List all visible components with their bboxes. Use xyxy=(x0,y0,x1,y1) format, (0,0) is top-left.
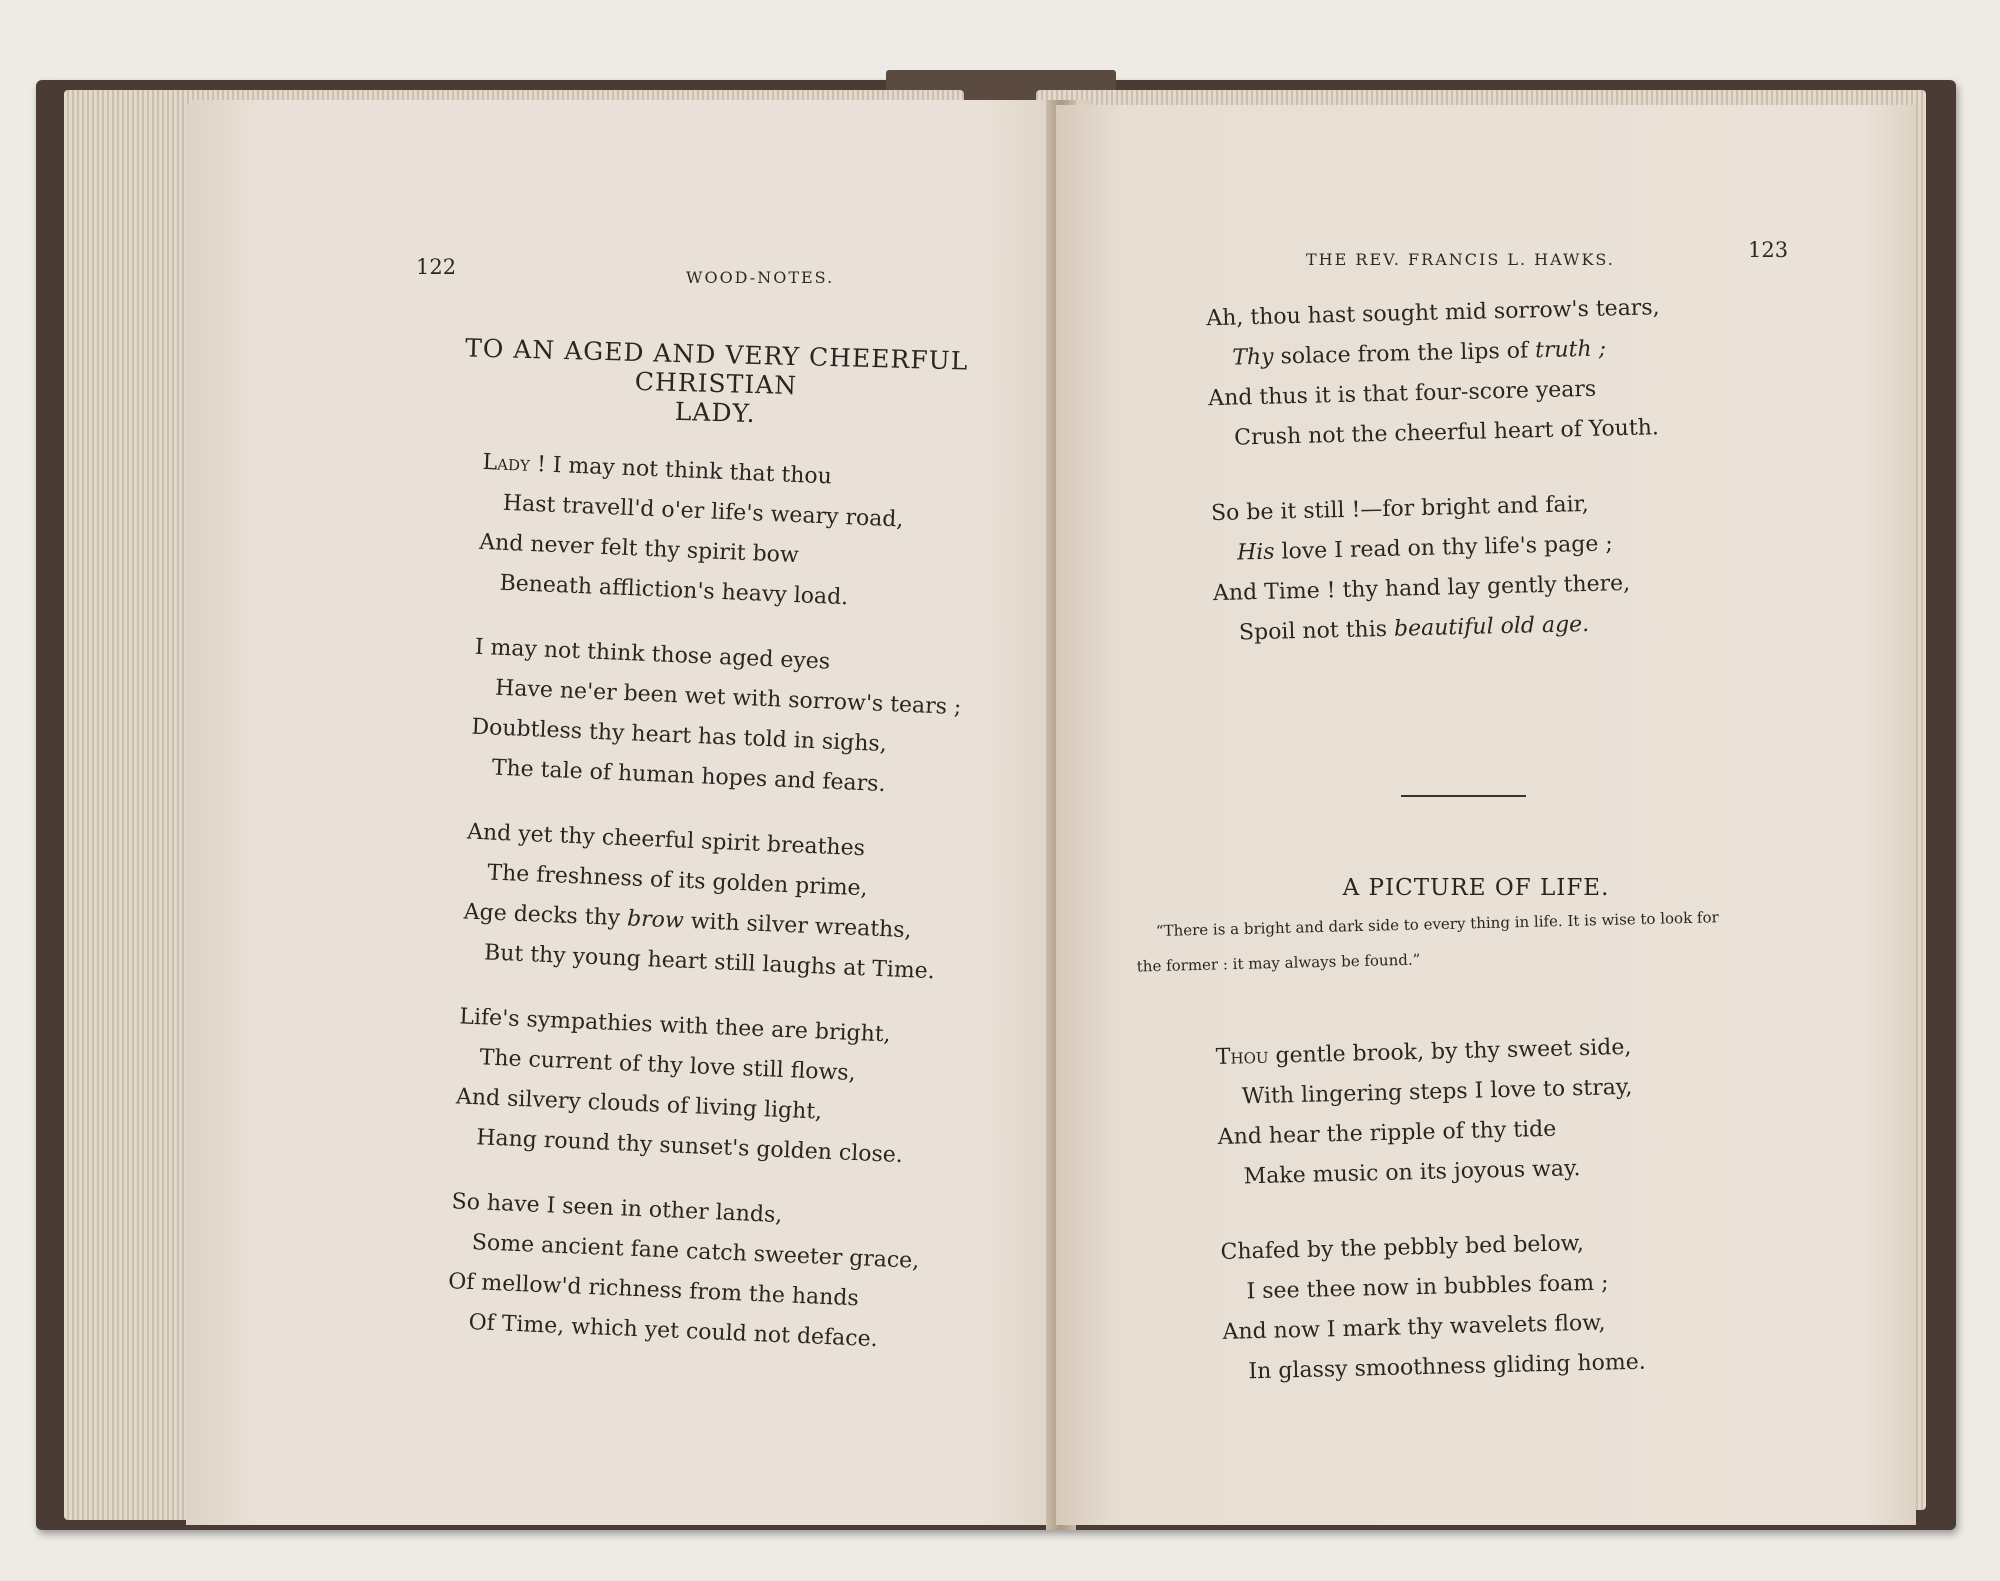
verse-line: And Time ! thy hand lay gently there, xyxy=(1212,570,1631,607)
verse-line: Of mellow'd richness from the hands xyxy=(447,1269,860,1312)
left-page-number: 122 xyxy=(416,255,457,279)
right-page-number: 123 xyxy=(1748,238,1789,262)
verse-line: And never felt thy spirit bow xyxy=(478,529,800,569)
verse-line: And silvery clouds of living light, xyxy=(455,1084,823,1125)
epigraph-line: “There is a bright and dark side to every thing in life. It is wise to look for xyxy=(1155,908,1719,940)
verse-line: Some ancient fane catch sweeter grace, xyxy=(471,1230,920,1274)
verse-line: So have I seen in other lands, xyxy=(451,1189,783,1229)
verse-line: In glassy smoothness gliding home. xyxy=(1248,1349,1647,1385)
verse-line: Lady ! I may not think that thou xyxy=(482,449,833,490)
verse-line: Of Time, which yet could not deface. xyxy=(468,1310,879,1353)
verse-line: Chafed by the pebbly bed below, xyxy=(1220,1231,1585,1265)
verse-line: And yet thy cheerful spirit breathes xyxy=(466,819,866,862)
verse-line: Make music on its joyous way. xyxy=(1243,1156,1581,1190)
verse-line: Age decks thy brow with silver wreaths, xyxy=(463,899,913,944)
verse-line: So be it still !—for bright and fair, xyxy=(1210,491,1589,527)
verse-line: Hast travell'd o'er life's weary road, xyxy=(502,490,904,533)
verse-line: The tale of human hopes and fears. xyxy=(491,755,886,798)
epigraph-line: the former : it may always be found.” xyxy=(1136,950,1421,976)
verse-line: Have ne'er been wet with sorrow's tears ; xyxy=(494,675,962,721)
verse-line: Doubtless thy heart has told in sighs, xyxy=(471,714,888,758)
right-running-head: THE REV. FRANCIS L. HAWKS. xyxy=(1306,250,1615,269)
verse-line: Beneath affliction's heavy load. xyxy=(499,570,849,611)
verse-line: I may not think those aged eyes xyxy=(474,634,831,675)
section-divider xyxy=(1401,795,1526,797)
poem-title-line-1: TO AN AGED AND VERY CHEERFUL CHRISTIAN xyxy=(464,333,969,401)
open-book xyxy=(36,70,1956,1540)
left-running-head: WOOD-NOTES. xyxy=(686,268,835,287)
verse-line: Spoil not this beautiful old age. xyxy=(1238,611,1590,646)
verse-line: And thus it is that four-score years xyxy=(1207,376,1597,412)
verse-line: Thou gentle brook, by thy sweet side, xyxy=(1215,1034,1632,1070)
verse-line: Thy solace from the lips of truth ; xyxy=(1231,336,1607,371)
left-page xyxy=(186,100,1092,1525)
verse-line: And now I mark thy wavelets flow, xyxy=(1222,1310,1606,1345)
right-page xyxy=(1056,105,1916,1525)
verse-line: But thy young heart still laughs at Time. xyxy=(483,940,936,985)
verse-line: Crush not the cheerful heart of Youth. xyxy=(1233,415,1660,451)
verse-line: His love I read on thy life's page ; xyxy=(1236,531,1614,566)
verse-line: Hang round thy sunset's golden close. xyxy=(475,1125,904,1169)
verse-line: Ah, thou hast sought mid sorrow's tears, xyxy=(1206,295,1660,332)
poem-title xyxy=(415,332,1017,435)
verse-line: I see thee now in bubbles foam ; xyxy=(1246,1270,1609,1305)
verse-line: The freshness of its golden prime, xyxy=(486,860,869,902)
verse-line: With lingering steps I love to stray, xyxy=(1241,1074,1633,1110)
second-poem-title: A PICTURE OF LIFE. xyxy=(1342,875,1610,901)
verse-line: Life's sympathies with thee are bright, xyxy=(458,1004,892,1048)
poem-title-line-2: LADY. xyxy=(674,396,757,429)
verse-line: And hear the ripple of thy tide xyxy=(1217,1116,1557,1150)
verse-line: The current of thy love still flows, xyxy=(479,1045,857,1087)
